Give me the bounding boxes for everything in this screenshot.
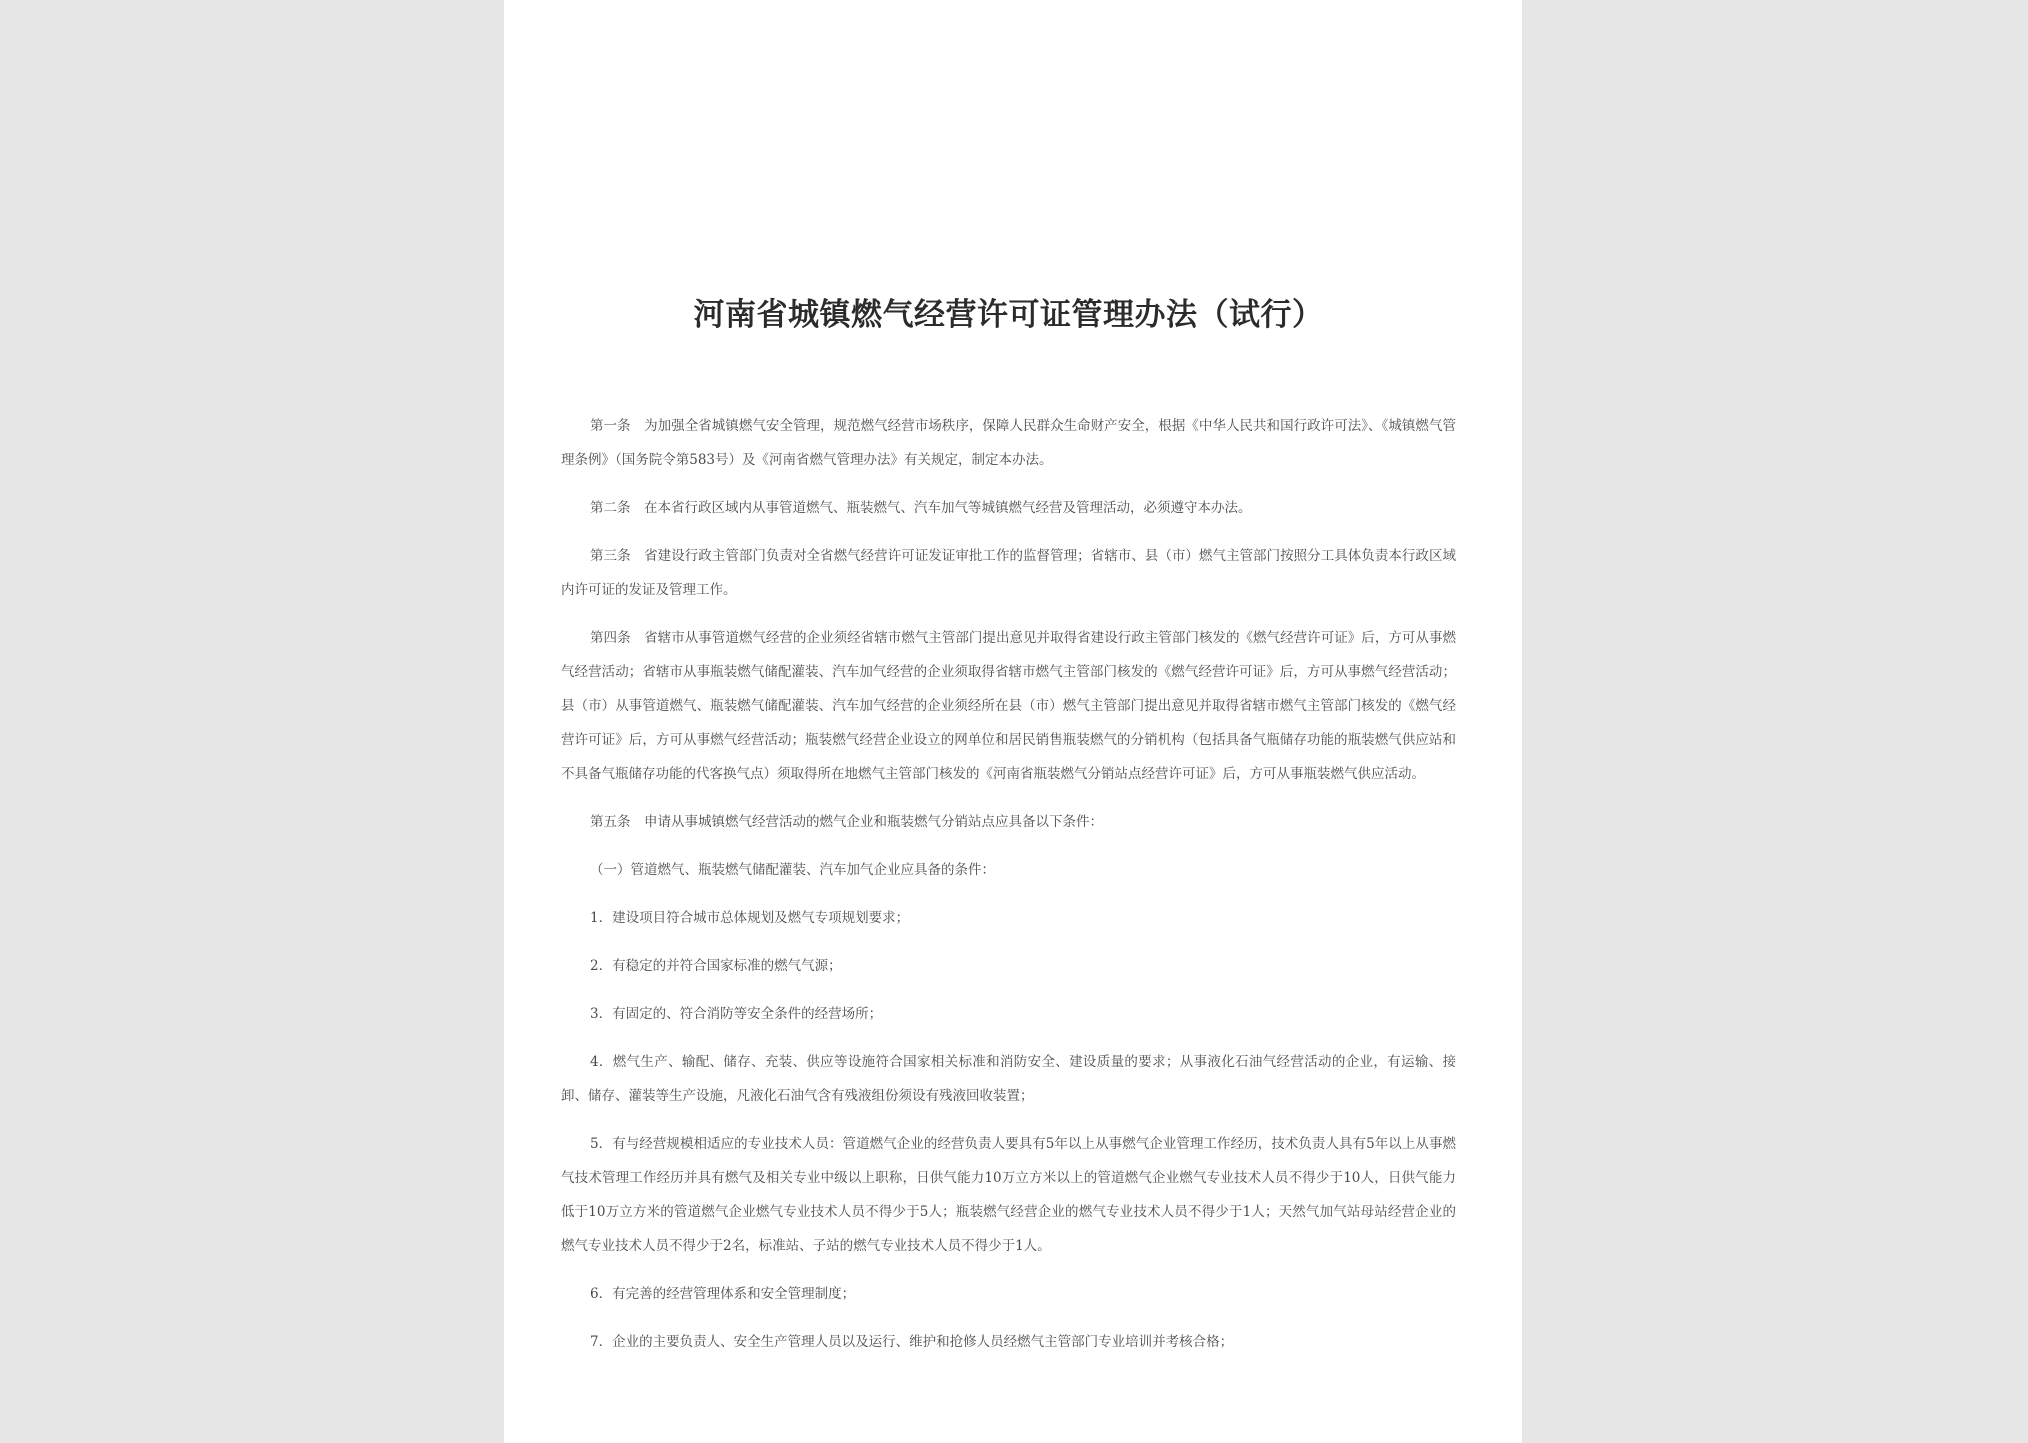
condition-item-1: 1．建设项目符合城市总体规划及燃气专项规划要求； — [590, 910, 910, 926]
condition-item-3: 3．有固定的、符合消防等安全条件的经营场所； — [590, 1006, 883, 1022]
article-4: 第四条 省辖市从事管道燃气经营的企业须经省辖市燃气主管部门提出意见并取得省建设行政主管部门核发的《燃气经营许可证》后，方可从事燃气经营活动；省辖市从事瓶装燃气储配灌装、汽车加气经营的企业须取得省辖市燃气主管部门核发的《燃气经营许可证》后，方可从事燃气经营活动；县（市）从事管道燃气、瓶装燃气储配灌装、汽车加气经营的企业须经所在县（市）燃气主管部门提出意见并取得省辖市燃气主管部门核发的《燃气经营许可证》后，方可从事燃气经营活动；瓶装燃气经营企业设立的网单位和居民销售瓶装燃气的分销机构（包括具备气瓶储存功能的瓶装燃气供应站和不具备气瓶储存功能的代客换气点）须取得所在地燃气主管部门核发的《河南省瓶装燃气分销站点经营许可证》后，方可从事瓶装燃气供应活动。 — [561, 630, 1456, 782]
condition-item-6: 6．有完善的经营管理体系和安全管理制度； — [590, 1286, 856, 1302]
article-5-section-1: （一）管道燃气、瓶装燃气储配灌装、汽车加气企业应具备的条件： — [590, 862, 995, 878]
article-5: 第五条 申请从事城镇燃气经营活动的燃气企业和瓶装燃气分销站点应具备以下条件： — [590, 814, 1103, 830]
article-2: 第二条 在本省行政区域内从事管道燃气、瓶装燃气、汽车加气等城镇燃气经营及管理活动，必须遵守本办法。 — [590, 500, 1252, 516]
document-page — [504, 0, 1522, 1443]
condition-item-7: 7．企业的主要负责人、安全生产管理人员以及运行、维护和抢修人员经燃气主管部门专业培训并考核合格； — [590, 1334, 1234, 1350]
condition-item-2: 2．有稳定的并符合国家标准的燃气气源； — [590, 958, 842, 974]
condition-item-5: 5．有与经营规模相适应的专业技术人员：管道燃气企业的经营负责人要具有5年以上从事燃气企业管理工作经历，技术负责人具有5年以上从事燃气技术管理工作经历并具有燃气及相关专业中级以上职称，日供气能力10万立方米以上的管道燃气企业燃气专业技术人员不得少于10人，日供气能力低于10万立方米的管道燃气企业燃气专业技术人员不得少于5人；瓶装燃气经营企业的燃气专业技术人员不得少于1人；天然气加气站母站经营企业的燃气专业技术人员不得少于2名，标准站、子站的燃气专业技术人员不得少于1人。 — [561, 1136, 1456, 1254]
condition-item-4: 4．燃气生产、输配、储存、充装、供应等设施符合国家相关标准和消防安全、建设质量的要求；从事液化石油气经营活动的企业，有运输、接卸、储存、灌装等生产设施，凡液化石油气含有残液组份须设有残液回收装置； — [561, 1054, 1456, 1104]
article-3: 第三条 省建设行政主管部门负责对全省燃气经营许可证发证审批工作的监督管理；省辖市、县（市）燃气主管部门按照分工具体负责本行政区域内许可证的发证及管理工作。 — [561, 548, 1456, 598]
document-title: 河南省城镇燃气经营许可证管理办法（试行） — [693, 297, 1324, 333]
article-1: 第一条 为加强全省城镇燃气安全管理，规范燃气经营市场秩序，保障人民群众生命财产安全，根据《中华人民共和国行政许可法》、《城镇燃气管理条例》（国务院令第583号）及《河南省燃气管理办法》有关规定，制定本办法。 — [561, 418, 1456, 468]
